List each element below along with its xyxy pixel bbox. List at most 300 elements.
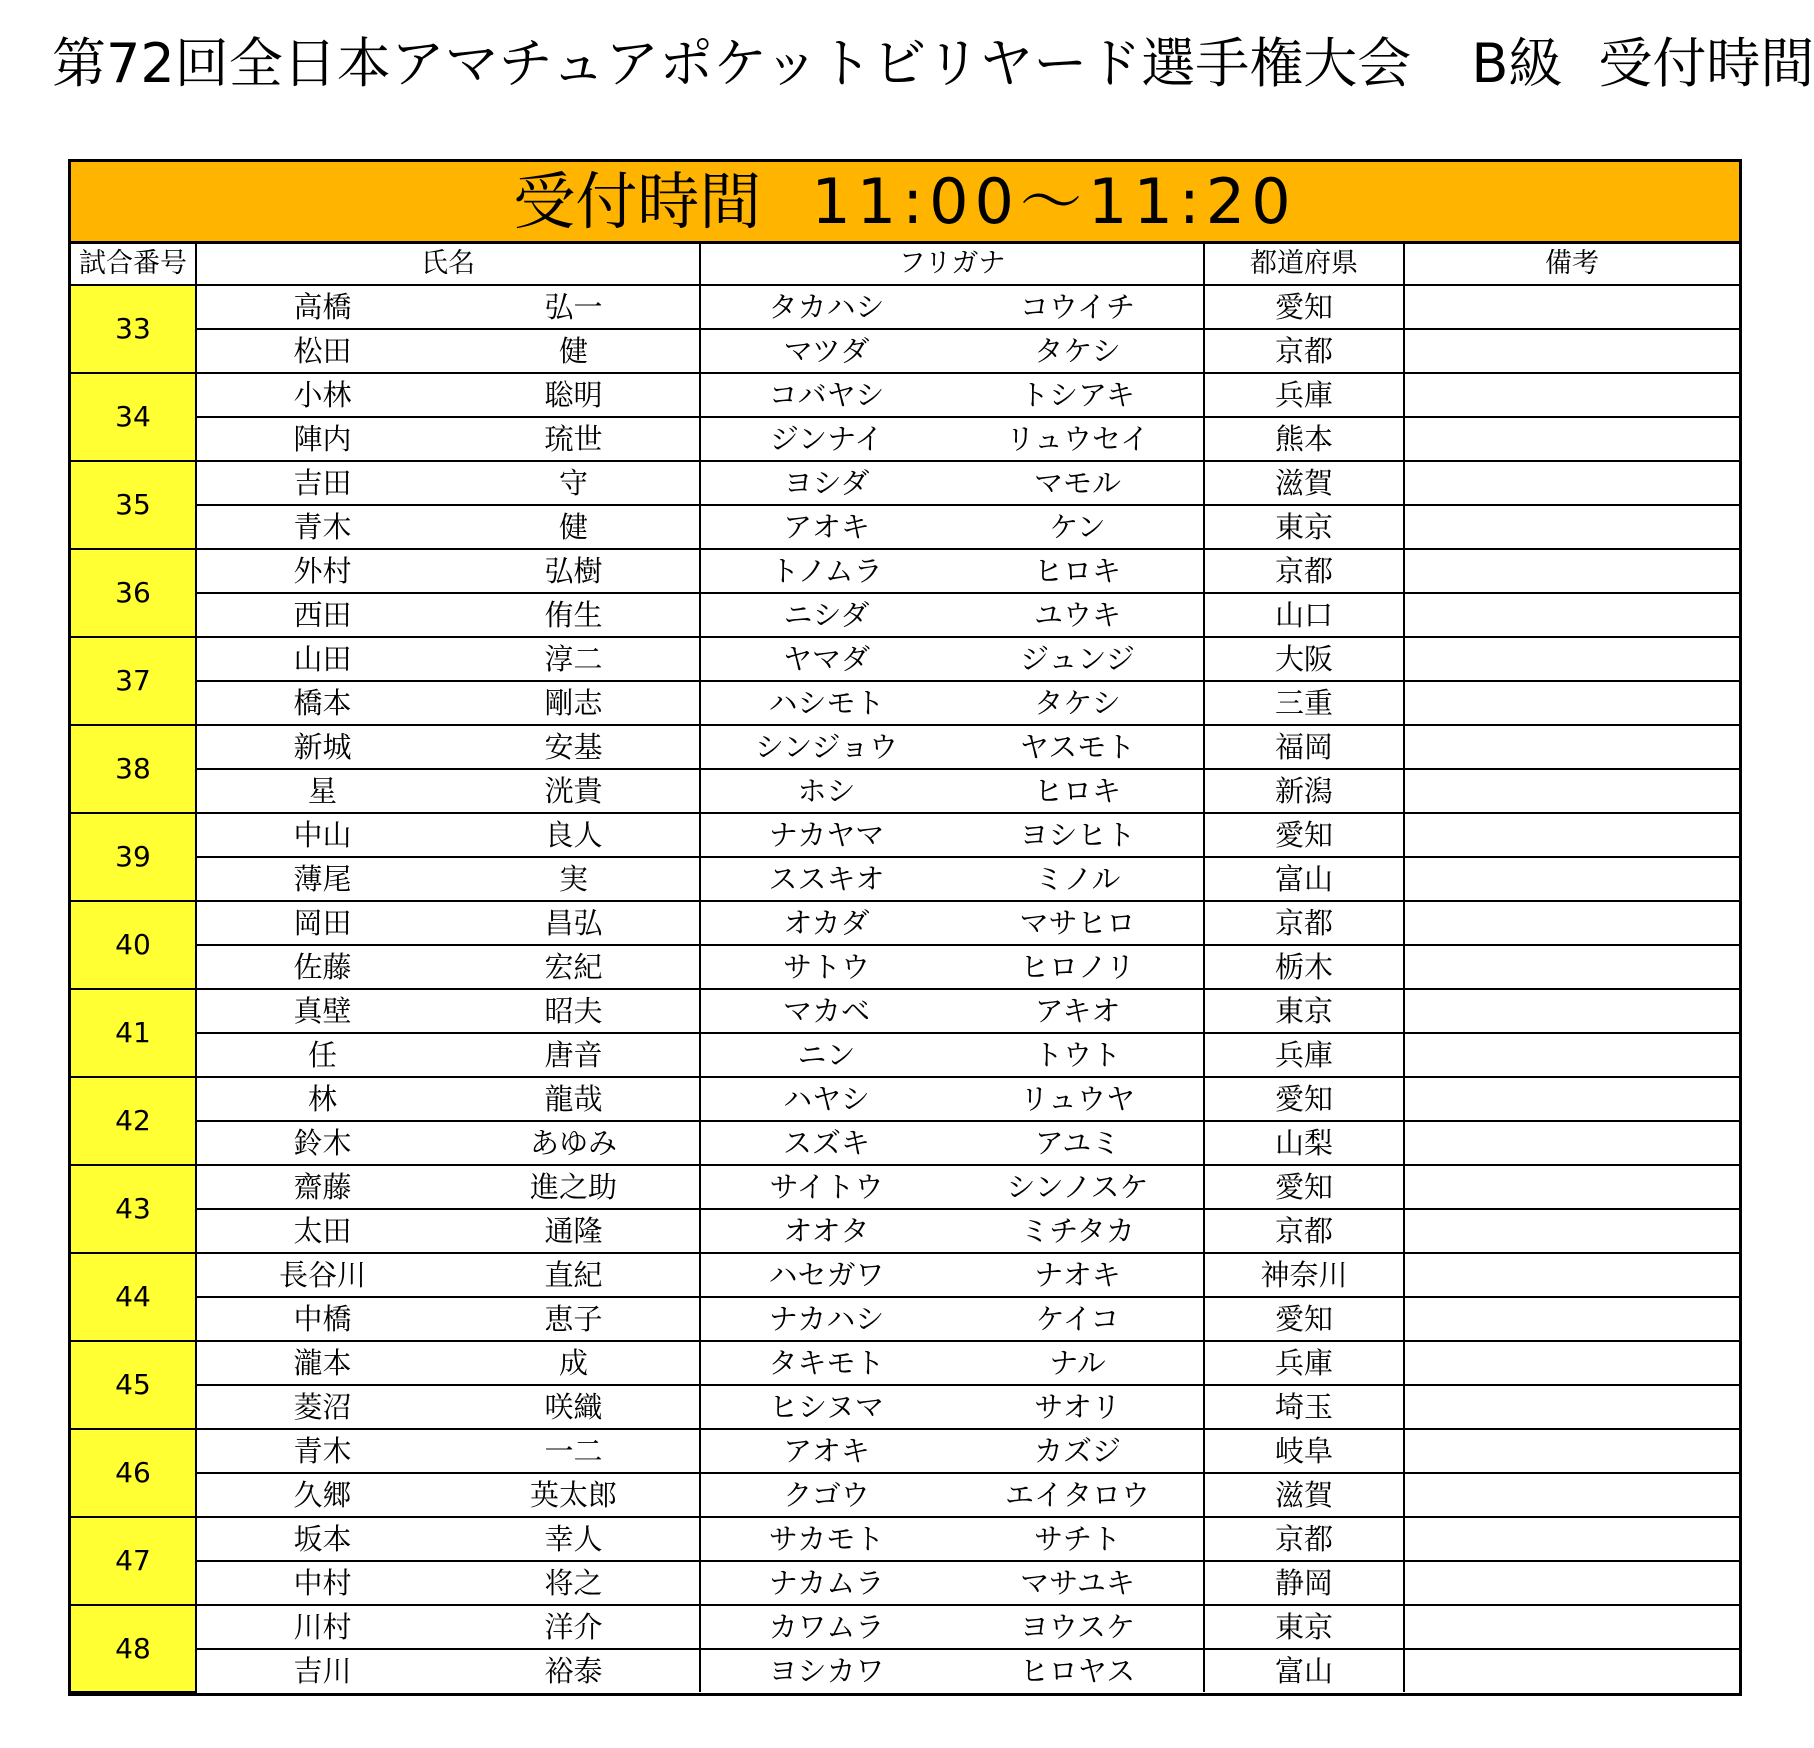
kana-family-name: ニシダ [783,598,870,632]
table-row [71,945,1739,989]
given-name: 将之 [544,1566,603,1600]
prefecture-cell: 東京 [1204,989,1404,1033]
prefecture-cell: 山口 [1204,593,1404,637]
kana-family-name: ホシ [797,774,856,808]
kana-given-name: ケイコ [1035,1302,1120,1336]
remarks-cell [1404,1649,1739,1692]
furigana-cell [700,505,1204,549]
table-row [71,725,1739,769]
furigana-cell [700,989,1204,1033]
prefecture-cell: 京都 [1204,549,1404,593]
remarks-cell [1404,1297,1739,1341]
family-name: 瀧本 [293,1346,352,1380]
remarks-cell [1404,1033,1739,1077]
remarks-cell [1404,945,1739,989]
furigana-cell [700,901,1204,945]
prefecture-cell: 滋賀 [1204,461,1404,505]
prefecture-cell: 東京 [1204,505,1404,549]
prefecture-cell: 岐阜 [1204,1429,1404,1473]
family-name: 松田 [293,334,352,368]
player-name-cell [196,505,700,549]
kana-given-name: ヒロキ [1033,554,1121,588]
table-row [71,681,1739,725]
family-name: 中村 [293,1566,352,1600]
remarks-cell [1404,285,1739,329]
kana-given-name: マモル [1033,466,1121,500]
entry-table [71,244,1739,1693]
player-name-cell [196,1077,700,1121]
table-row [71,373,1739,417]
kana-family-name: コバヤシ [768,378,885,412]
remarks-cell [1404,593,1739,637]
table-row [71,1209,1739,1253]
kana-family-name: タカハシ [768,290,885,324]
family-name: 任 [307,1038,337,1072]
kana-family-name: ハヤシ [783,1082,870,1116]
table-row [71,549,1739,593]
given-name: 成 [558,1346,588,1380]
kana-given-name: コウイチ [1019,290,1136,324]
kana-given-name: ヒロノリ [1020,950,1135,984]
furigana-cell [700,1209,1204,1253]
prefecture-cell: 愛知 [1204,813,1404,857]
kana-given-name: ミチタカ [1020,1214,1135,1248]
player-name-cell [196,329,700,373]
family-name: 橋本 [293,686,352,720]
table-row [71,1341,1739,1385]
kana-family-name: オカダ [783,906,870,940]
kana-given-name: トシアキ [1020,378,1135,412]
family-name: 鈴木 [293,1126,352,1160]
furigana-cell [700,549,1204,593]
prefecture-cell: 神奈川 [1204,1253,1404,1297]
given-name: 咲織 [544,1390,603,1424]
family-name: 青木 [293,510,352,544]
family-name: 佐藤 [293,950,352,984]
furigana-cell [700,769,1204,813]
match-number-cell: 45 [71,1341,196,1429]
family-name: 新城 [293,730,352,764]
match-number-cell: 41 [71,989,196,1077]
remarks-cell [1404,681,1739,725]
table-row [71,1253,1739,1297]
kana-family-name: ナカハシ [768,1302,885,1336]
player-name-cell [196,1033,700,1077]
table-header-row [71,244,1739,285]
family-name: 星 [307,774,337,808]
furigana-cell [700,285,1204,329]
given-name: 一二 [544,1434,603,1468]
kana-given-name: ジュンジ [1020,642,1135,676]
given-name: 弘一 [544,290,603,324]
banner-label: 受付時間 [513,165,762,238]
title-main: 第72回全日本アマチュアポケットビリヤード選手権大会 [52,32,1412,95]
furigana-cell [700,329,1204,373]
given-name: 宏紀 [544,950,603,984]
match-number-cell: 42 [71,1077,196,1165]
table-row [71,285,1739,329]
prefecture-cell: 栃木 [1204,945,1404,989]
family-name: 坂本 [293,1522,352,1556]
kana-given-name: ヒロキ [1033,774,1121,808]
kana-given-name: アユミ [1034,1126,1121,1160]
given-name: 剛志 [544,686,603,720]
furigana-cell [700,1253,1204,1297]
table-row [71,1385,1739,1429]
table-row [71,593,1739,637]
kana-family-name: ススキオ [768,862,885,896]
furigana-cell [700,1341,1204,1385]
kana-given-name: ミノル [1034,862,1121,896]
prefecture-cell: 兵庫 [1204,1341,1404,1385]
family-name: 吉田 [293,466,352,500]
header-remarks: 備考 [1404,244,1739,285]
given-name: 実 [558,862,588,896]
family-name: 西田 [293,598,352,632]
kana-given-name: リュウセイ [1005,422,1150,456]
table-row [71,1121,1739,1165]
header-match-number: 試合番号 [71,244,196,285]
reception-time-banner [71,162,1739,244]
kana-given-name: アキオ [1034,994,1121,1028]
kana-given-name: サチト [1033,1522,1121,1556]
family-name: 岡田 [293,906,352,940]
remarks-cell [1404,989,1739,1033]
kana-family-name: マツダ [783,334,870,368]
furigana-cell [700,1077,1204,1121]
prefecture-cell: 富山 [1204,857,1404,901]
table-row [71,417,1739,461]
given-name: 幸人 [544,1522,603,1556]
kana-given-name: トウト [1033,1038,1121,1072]
kana-given-name: ユウキ [1033,598,1121,632]
match-number-cell: 35 [71,461,196,549]
family-name: 中山 [293,818,352,852]
kana-given-name: ヨシヒト [1019,818,1136,852]
kana-family-name: サトウ [782,950,870,984]
furigana-cell [700,593,1204,637]
match-number-cell: 47 [71,1517,196,1605]
match-number-cell: 36 [71,549,196,637]
given-name: 健 [558,510,588,544]
kana-family-name: ニン [797,1038,856,1072]
remarks-cell [1404,461,1739,505]
furigana-cell [700,1429,1204,1473]
family-name: 真壁 [293,994,352,1028]
prefecture-cell: 愛知 [1204,1077,1404,1121]
prefecture-cell: 東京 [1204,1605,1404,1649]
header-furigana: フリガナ [700,244,1204,285]
given-name: 淳二 [544,642,603,676]
prefecture-cell: 熊本 [1204,417,1404,461]
match-number-cell: 34 [71,373,196,461]
table-body [71,285,1739,1692]
table-row [71,901,1739,945]
remarks-cell [1404,549,1739,593]
match-number-cell: 40 [71,901,196,989]
remarks-cell [1404,1209,1739,1253]
player-name-cell [196,813,700,857]
player-name-cell [196,1121,700,1165]
kana-family-name: ナカヤマ [768,818,885,852]
remarks-cell [1404,1077,1739,1121]
remarks-cell [1404,1517,1739,1561]
given-name: 健 [558,334,588,368]
prefecture-cell: 富山 [1204,1649,1404,1692]
furigana-cell [700,1605,1204,1649]
kana-given-name: マサヒロ [1019,906,1136,940]
kana-given-name: タケシ [1034,334,1121,368]
remarks-cell [1404,1385,1739,1429]
player-name-cell [196,461,700,505]
furigana-cell [700,1033,1204,1077]
table-row [71,1077,1739,1121]
player-name-cell [196,1429,700,1473]
prefecture-cell: 愛知 [1204,1297,1404,1341]
furigana-cell [700,1473,1204,1517]
kana-given-name: ヒロヤス [1019,1654,1136,1688]
kana-family-name: サイトウ [769,1170,884,1204]
prefecture-cell: 京都 [1204,901,1404,945]
furigana-cell [700,1385,1204,1429]
prefecture-cell: 京都 [1204,1209,1404,1253]
remarks-cell [1404,505,1739,549]
kana-family-name: マカベ [782,994,870,1028]
table-row [71,989,1739,1033]
player-name-cell [196,1561,700,1605]
remarks-cell [1404,725,1739,769]
given-name: 唐音 [544,1038,603,1072]
kana-family-name: ヒシヌマ [769,1390,884,1424]
family-name: 薄尾 [293,862,352,896]
given-name: 通隆 [544,1214,603,1248]
table-row [71,329,1739,373]
match-number-cell: 43 [71,1165,196,1253]
kana-given-name: サオリ [1034,1390,1121,1424]
furigana-cell [700,1517,1204,1561]
prefecture-cell: 埼玉 [1204,1385,1404,1429]
furigana-cell [700,681,1204,725]
remarks-cell [1404,813,1739,857]
player-name-cell [196,1253,700,1297]
player-name-cell [196,857,700,901]
kana-family-name: スズキ [782,1126,870,1160]
title-class: B級 [1471,32,1563,95]
prefecture-cell: 新潟 [1204,769,1404,813]
player-name-cell [196,725,700,769]
prefecture-cell: 愛知 [1204,285,1404,329]
remarks-cell [1404,329,1739,373]
player-name-cell [196,637,700,681]
furigana-cell [700,857,1204,901]
player-name-cell [196,549,700,593]
kana-family-name: カワムラ [768,1610,885,1644]
reception-sheet [68,159,1742,1696]
player-name-cell [196,681,700,725]
family-name: 外村 [293,554,352,588]
player-name-cell [196,769,700,813]
given-name: 洸貴 [544,774,603,808]
furigana-cell [700,1561,1204,1605]
kana-family-name: オオタ [783,1214,870,1248]
given-name: 琉世 [544,422,603,456]
furigana-cell [700,725,1204,769]
furigana-cell [700,1649,1204,1692]
family-name: 小林 [293,378,352,412]
furigana-cell [700,1165,1204,1209]
table-row [71,1429,1739,1473]
table-row [71,637,1739,681]
given-name: 裕泰 [544,1654,603,1688]
furigana-cell [700,945,1204,989]
given-name: 良人 [544,818,603,852]
prefecture-cell: 三重 [1204,681,1404,725]
player-name-cell [196,417,700,461]
family-name: 太田 [293,1214,352,1248]
given-name: 侑生 [544,598,603,632]
table-row [71,857,1739,901]
player-name-cell [196,285,700,329]
kana-given-name: リュウヤ [1019,1082,1136,1116]
player-name-cell [196,945,700,989]
prefecture-cell: 山梨 [1204,1121,1404,1165]
match-number-cell: 38 [71,725,196,813]
table-row [71,1649,1739,1692]
remarks-cell [1404,637,1739,681]
kana-given-name: タケシ [1034,686,1121,720]
player-name-cell [196,1341,700,1385]
furigana-cell [700,637,1204,681]
given-name: 昌弘 [544,906,603,940]
family-name: 高橋 [293,290,352,324]
kana-given-name: カズジ [1033,1434,1121,1468]
kana-family-name: サカモト [768,1522,885,1556]
remarks-cell [1404,1165,1739,1209]
player-name-cell [196,593,700,637]
player-name-cell [196,1605,700,1649]
player-name-cell [196,1209,700,1253]
given-name: あゆみ [529,1126,617,1160]
header-prefecture: 都道府県 [1204,244,1404,285]
given-name: 安基 [544,730,603,764]
family-name: 菱沼 [293,1390,352,1424]
table-row [71,769,1739,813]
kana-family-name: ハシモト [768,686,885,720]
given-name: 進之助 [529,1170,617,1204]
match-number-cell: 37 [71,637,196,725]
title-reception: 受付時間 [1598,32,1814,95]
remarks-cell [1404,1561,1739,1605]
kana-family-name: クゴウ [783,1478,870,1512]
family-name: 山田 [293,642,352,676]
family-name: 中橋 [293,1302,352,1336]
family-name: 齋藤 [293,1170,352,1204]
kana-given-name: ナオキ [1034,1258,1121,1292]
family-name: 陣内 [293,422,352,456]
table-row [71,1473,1739,1517]
match-number-cell: 44 [71,1253,196,1341]
furigana-cell [700,417,1204,461]
remarks-cell [1404,417,1739,461]
given-name: 昭夫 [544,994,603,1028]
table-row [71,1605,1739,1649]
player-name-cell [196,1385,700,1429]
kana-given-name: ケン [1049,510,1106,544]
table-row [71,813,1739,857]
header-name: 氏名 [196,244,700,285]
player-name-cell [196,373,700,417]
given-name: 恵子 [544,1302,603,1336]
remarks-cell [1404,373,1739,417]
player-name-cell [196,1165,700,1209]
kana-family-name: ナカムラ [768,1566,885,1600]
prefecture-cell: 京都 [1204,1517,1404,1561]
match-number-cell: 39 [71,813,196,901]
furigana-cell [700,1121,1204,1165]
kana-family-name: トノムラ [770,554,883,588]
kana-family-name: ヤマダ [782,642,870,676]
match-number-cell: 33 [71,285,196,373]
remarks-cell [1404,1605,1739,1649]
table-row [71,1517,1739,1561]
prefecture-cell: 兵庫 [1204,373,1404,417]
prefecture-cell: 京都 [1204,329,1404,373]
kana-family-name: アオキ [783,1434,870,1468]
furigana-cell [700,813,1204,857]
match-number-cell: 46 [71,1429,196,1517]
kana-family-name: ヨシダ [783,466,870,500]
table-row [71,1033,1739,1077]
remarks-cell [1404,1429,1739,1473]
prefecture-cell: 静岡 [1204,1561,1404,1605]
kana-given-name: ヤスモト [1019,730,1136,764]
remarks-cell [1404,901,1739,945]
given-name: 洋介 [544,1610,603,1644]
banner-time: 11:00〜11:20 [811,165,1297,238]
player-name-cell [196,989,700,1033]
kana-given-name: ナル [1049,1346,1106,1380]
family-name: 久郷 [293,1478,352,1512]
family-name: 林 [307,1082,337,1116]
remarks-cell [1404,1253,1739,1297]
match-number-cell: 48 [71,1605,196,1692]
given-name: 聡明 [544,378,603,412]
table-row [71,1297,1739,1341]
kana-given-name: シンノスケ [1006,1170,1149,1204]
family-name: 青木 [293,1434,352,1468]
kana-family-name: シンジョウ [755,730,898,764]
prefecture-cell: 滋賀 [1204,1473,1404,1517]
prefecture-cell: 福岡 [1204,725,1404,769]
prefecture-cell: 大阪 [1204,637,1404,681]
remarks-cell [1404,1341,1739,1385]
table-row [71,1165,1739,1209]
given-name: 弘樹 [544,554,603,588]
player-name-cell [196,1517,700,1561]
kana-family-name: ヨシカワ [768,1654,885,1688]
kana-family-name: ハセガワ [768,1258,885,1292]
table-row [71,505,1739,549]
remarks-cell [1404,1473,1739,1517]
family-name: 長谷川 [278,1258,366,1292]
furigana-cell [700,373,1204,417]
family-name: 吉川 [293,1654,352,1688]
furigana-cell [700,1297,1204,1341]
kana-given-name: エイタロウ [1004,1478,1150,1512]
given-name: 龍哉 [544,1082,603,1116]
kana-given-name: ヨウスケ [1019,1610,1136,1644]
remarks-cell [1404,1121,1739,1165]
